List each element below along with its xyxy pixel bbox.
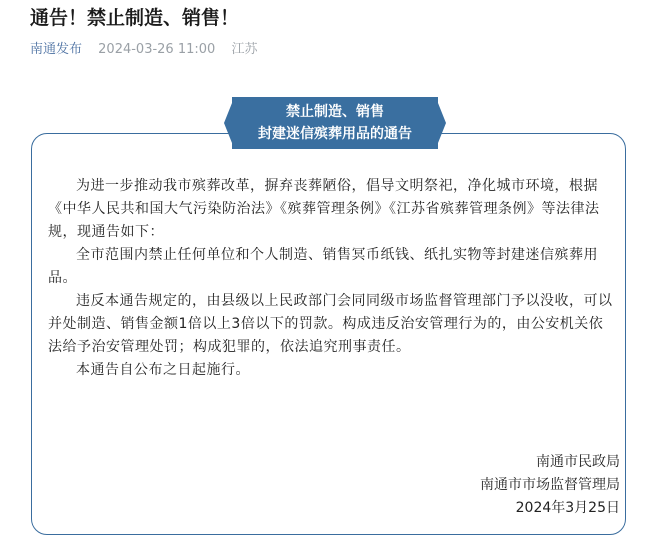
notice-paragraph: 全市范围内禁止任何单位和个人制造、销售冥币纸钱、纸扎实物等封建迷信殡葬用品。 — [48, 247, 598, 286]
notice-paragraph: 为进一步推动我市殡葬改革，摒弃丧葬陋俗，倡导文明祭祀，净化城市环境，根据《中华人民共和国大气污染防治法》《殡葬管理条例》《江苏省殡葬管理条例》等法律法规，现通告如下： — [48, 178, 600, 240]
source-link[interactable]: 南通发布 — [30, 42, 83, 57]
article-headline: 通告！禁止制造、销售！ — [30, 7, 240, 29]
notice-signature — [480, 451, 620, 520]
signatory: 南通市民政局 — [536, 454, 620, 470]
publish-location: 江苏 — [231, 42, 258, 57]
notice-title-line2: 封建迷信殡葬用品的通告 — [258, 126, 412, 142]
signatory: 南通市市场监督管理局 — [480, 477, 620, 493]
notice-paragraph: 违反本通告规定的，由县级以上民政部门会同同级市场监督管理部门予以没收，可以并处制造、销售金额1倍以上3倍以下的罚款。构成违反治安管理行为的，由公安机关依法给予治安管理处罚；构成犯罪的，依法追究刑事责任。 — [48, 293, 613, 355]
notice-title-line1: 禁止制造、销售 — [286, 104, 384, 120]
notice-body — [48, 175, 613, 382]
notice-date: 2024年3月25日 — [515, 500, 620, 516]
notice-title-banner — [232, 97, 438, 149]
notice-paragraph: 本通告自公布之日起施行。 — [76, 362, 250, 378]
publish-time: 2024-03-26 11:00 — [98, 42, 216, 57]
article-meta — [30, 40, 257, 60]
